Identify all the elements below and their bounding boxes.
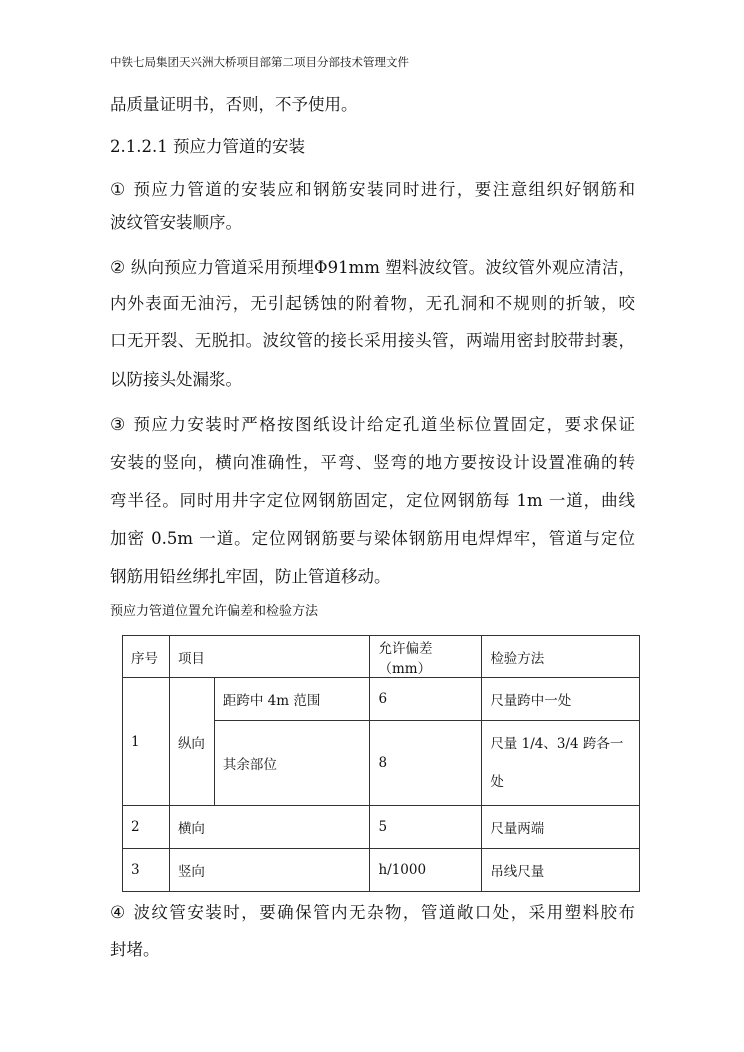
table-header-row xyxy=(123,636,640,678)
cell-no: 2 xyxy=(123,806,170,849)
cell-method: 尺量跨中一处 xyxy=(482,678,640,721)
cell-sub: 其余部位 xyxy=(214,721,370,806)
page-header: 中铁七局集团天兴洲大桥项目部第二项目分部技术管理文件 xyxy=(110,55,409,69)
intro-line: 品质量证明书，否则，不予使用。 xyxy=(110,95,358,114)
table-caption: 预应力管道位置允许偏差和检验方法 xyxy=(110,604,319,619)
cell-item: 竖向 xyxy=(169,849,370,892)
cell-tolerance: 5 xyxy=(370,806,482,849)
table-row xyxy=(123,849,640,892)
text-line: 安装的竖向，横向准确性，平弯、竖弯的地方要按设计设置准确的转 xyxy=(110,453,635,472)
text-line: 波纹管安装顺序。 xyxy=(110,213,242,232)
cell-tolerance: 6 xyxy=(370,678,482,721)
text-line: 弯半径。同时用井字定位网钢筋固定，定位网钢筋每 1m 一道，曲线 xyxy=(110,491,635,510)
header-cell: 序号 xyxy=(123,636,170,678)
circled-number: ④ xyxy=(110,903,127,923)
table-row xyxy=(123,678,640,721)
cell-method: 尺量两端 xyxy=(482,806,640,849)
cell-no: 3 xyxy=(123,849,170,892)
header-cell: 允许偏差（mm） xyxy=(370,636,482,678)
cell-item: 横向 xyxy=(169,806,370,849)
text-line: 以防接头处漏浆。 xyxy=(110,370,242,389)
cell-sub: 距跨中 4m 范围 xyxy=(214,678,370,721)
text-line: 口无开裂、无脱扣。波纹管的接长采用接头管，两端用密封胶带封裹， xyxy=(110,331,635,350)
text-line: 预应力管道的安装应和钢筋安装同时进行，要注意组织好钢筋和 xyxy=(133,180,636,199)
cell-tolerance: h/1000 xyxy=(370,849,482,892)
text-line: 加密 0.5m 一道。定位网钢筋要与梁体钢筋用电焊焊牢，管道与定位 xyxy=(110,529,635,548)
cell-no: 1 xyxy=(123,678,170,806)
text-line: 钢筋用铅丝绑扎牢固，防止管道移动。 xyxy=(110,567,391,586)
header-cell: 检验方法 xyxy=(482,636,640,678)
cell-item: 纵向 xyxy=(169,678,214,806)
section-title: 2.1.2.1 预应力管道的安装 xyxy=(110,137,305,156)
text-line: 纵向预应力管道采用预埋Φ91mm 塑料波纹管。波纹管外观应清洁， xyxy=(130,258,635,277)
cell-method: 吊线尺量 xyxy=(482,849,640,892)
cell-method: 尺量 1/4、3/4 跨各一处 xyxy=(482,721,640,806)
text-line: 封堵。 xyxy=(110,940,160,959)
text-line: 波纹管安装时，要确保管内无杂物，管道敞口处，采用塑料胶布 xyxy=(133,903,636,922)
circled-number: ② xyxy=(110,258,126,278)
circled-number: ① xyxy=(110,180,127,200)
table-row xyxy=(123,806,640,849)
header-cell: 项目 xyxy=(169,636,370,678)
cell-tolerance: 8 xyxy=(370,721,482,806)
text-line: 预应力安装时严格按图纸设计给定孔道坐标位置固定，要求保证 xyxy=(133,415,636,434)
tolerance-table xyxy=(122,635,640,892)
circled-number: ③ xyxy=(110,415,127,435)
text-line: 内外表面无油污，无引起锈蚀的附着物，无孔洞和不规则的折皱，咬 xyxy=(110,294,635,313)
